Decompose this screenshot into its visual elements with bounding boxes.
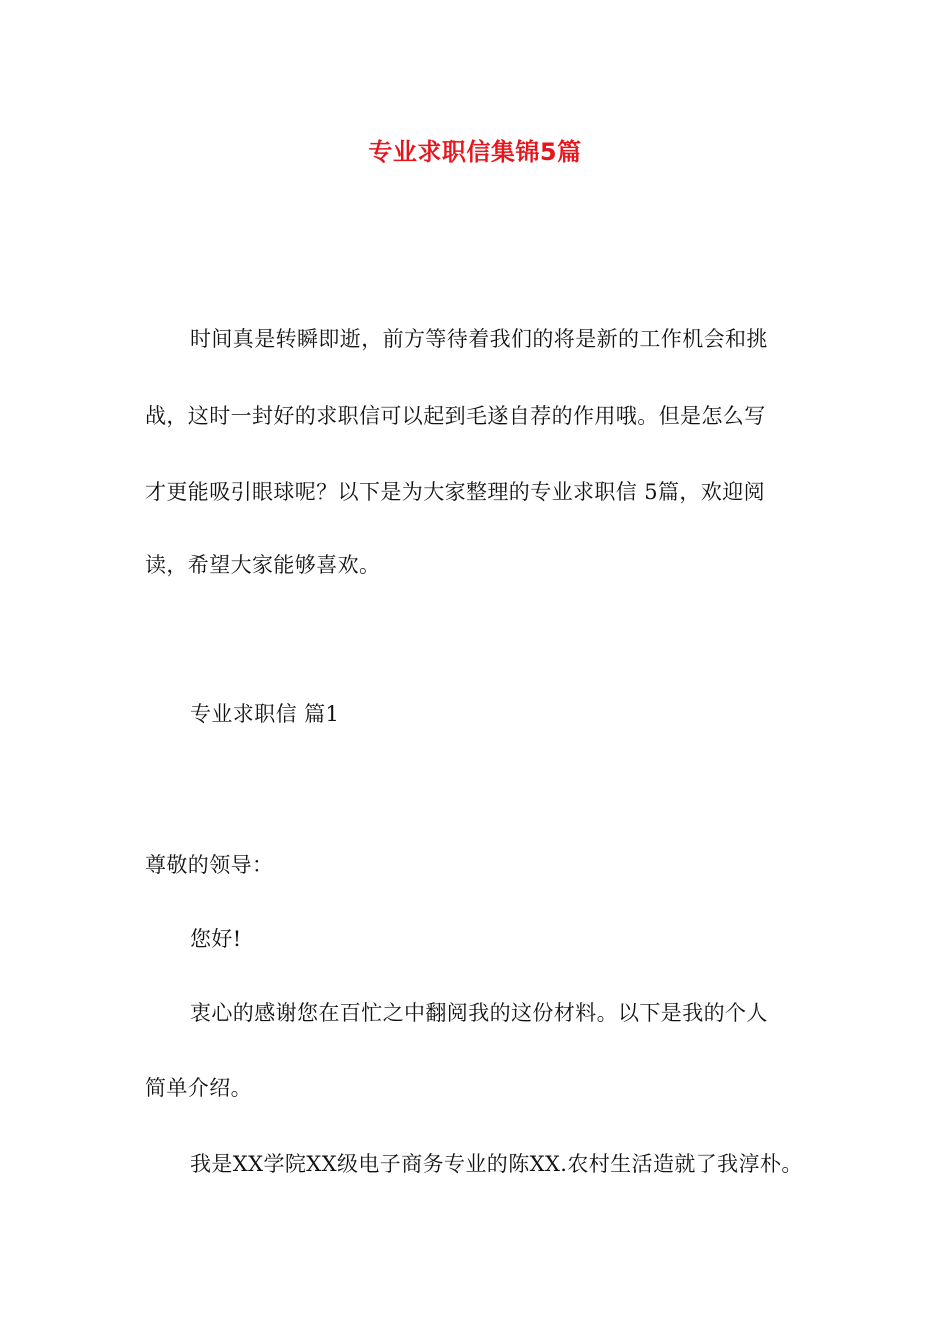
intro-line-2: 战，这时一封好的求职信可以起到毛遂自荐的作用哦。但是怎么写 bbox=[145, 404, 766, 428]
intro-line-3: 才更能吸引眼球呢？以下是为大家整理的专业求职信 5篇，欢迎阅 bbox=[145, 480, 766, 504]
greeting: 您好! bbox=[190, 927, 242, 951]
intro-line-1: 时间真是转瞬即逝，前方等待着我们的将是新的工作机会和挑 bbox=[190, 327, 768, 351]
body-line-1: 衷心的感谢您在百忙之中翻阅我的这份材料。以下是我的个人 bbox=[190, 1001, 768, 1025]
salutation: 尊敬的领导： bbox=[145, 853, 274, 877]
intro-line-4: 读，希望大家能够喜欢。 bbox=[145, 553, 381, 577]
section-heading: 专业求职信 篇1 bbox=[190, 702, 340, 726]
body-line-3: 我是XX学院XX级电子商务专业的陈XX.农村生活造就了我淳朴。 bbox=[190, 1152, 803, 1176]
document-title: 专业求职信集锦5篇 bbox=[368, 138, 582, 166]
body-line-2: 简单介绍。 bbox=[145, 1076, 252, 1100]
